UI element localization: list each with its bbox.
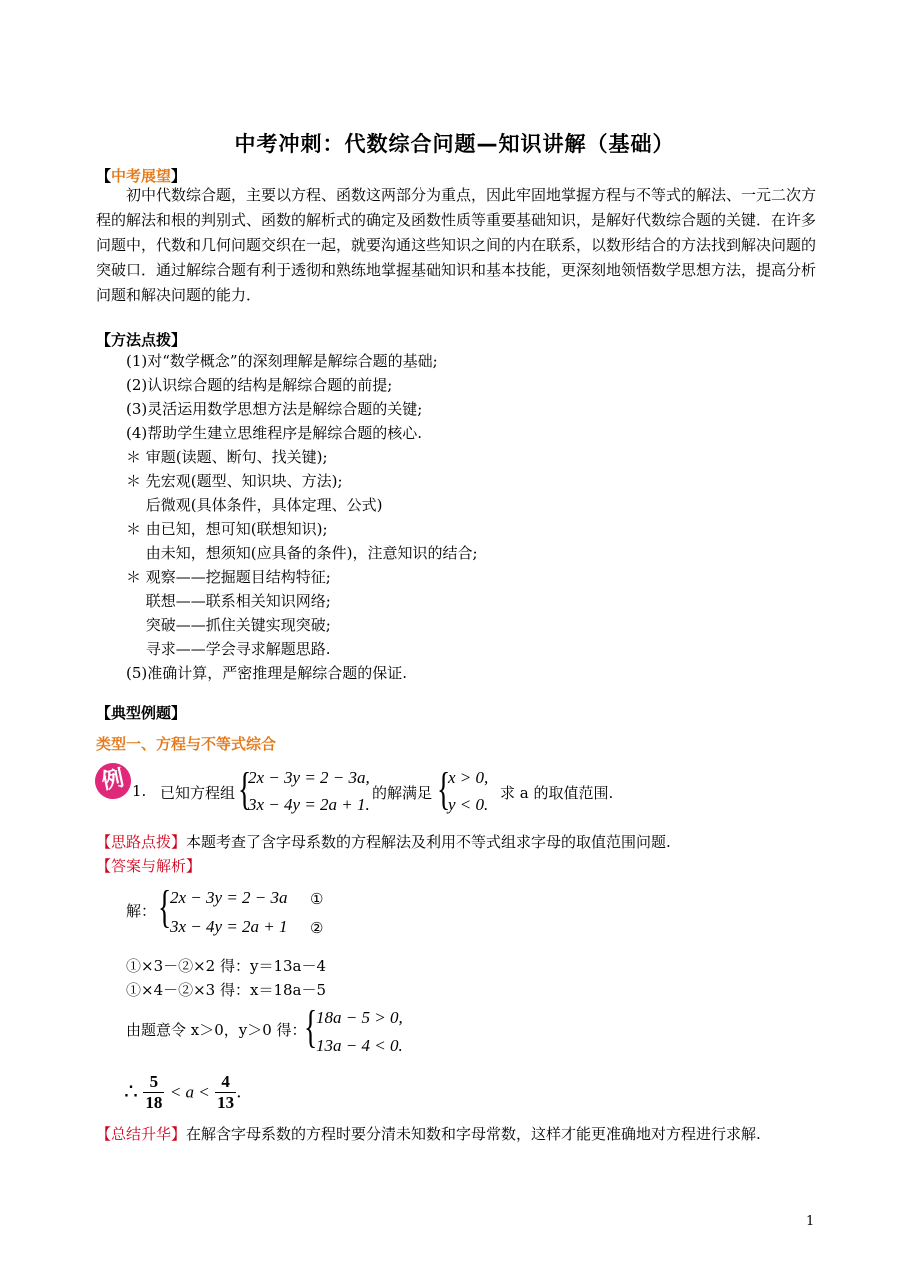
solve-prefix: 解： <box>126 902 157 920</box>
between-symbol: < a < <box>169 1082 210 1102</box>
summary-row <box>96 1123 761 1144</box>
method-line: (1)对“数学概念”的深刻理解是解综合题的基础; <box>126 352 438 370</box>
therefore-symbol: ∴ <box>124 1080 138 1105</box>
page-number: 1 <box>806 1214 815 1229</box>
example-condition-brace: { <box>437 763 451 814</box>
method-line: 由未知，想须知(应具备的条件)，注意知识的结合; <box>126 544 478 562</box>
example-middle: 的解满足 <box>372 784 433 802</box>
inequality-2: 13a − 4 < 0. <box>316 1036 403 1055</box>
example-cond2: y < 0. <box>448 795 489 814</box>
method-line: ＊ 先宏观(题型、知识块、方法); <box>126 472 343 490</box>
condition-prefix: 由题意令 x＞0，y＞0 得： <box>126 1021 307 1039</box>
method-line: ＊ 由已知，想可知(联想知识); <box>126 520 328 538</box>
fraction-upper <box>215 1072 236 1113</box>
example-system-brace: { <box>238 763 252 814</box>
type1-heading: 类型一、方程与不等式综合 <box>96 735 277 753</box>
fraction-upper-numerator: 4 <box>215 1072 236 1093</box>
summary-label: 【总结升华】 <box>96 1125 187 1143</box>
hint-text: 本题考查了含字母系数的方程解法及利用不等式组求字母的取值范围问题. <box>186 833 671 851</box>
outlook-label: 中考展望 <box>111 167 172 185</box>
outlook-paragraph <box>96 183 816 308</box>
method-line: (2)认识综合题的结构是解综合题的前提; <box>126 376 393 394</box>
methods-list <box>126 349 478 685</box>
inequality-1: 18a − 5 > 0, <box>316 1008 403 1027</box>
fraction-lower <box>143 1072 164 1113</box>
inequality-brace: { <box>304 1001 318 1052</box>
example-suffix: 求 a 的取值范围. <box>500 784 614 802</box>
solution-eq1: 2x − 3y = 2 − 3a <box>170 888 288 907</box>
method-line: (4)帮助学生建立思维程序是解综合题的核心. <box>126 424 423 442</box>
example-number: 1. <box>132 782 147 800</box>
method-line: 联想——联系相关知识网络; <box>126 592 331 610</box>
eq2-marker: ② <box>310 919 324 937</box>
fraction-upper-denominator: 13 <box>217 1093 235 1112</box>
outlook-bracket-close: 】 <box>171 167 187 185</box>
final-period: . <box>236 1082 242 1103</box>
fraction-lower-denominator: 18 <box>145 1093 163 1112</box>
example-prefix: 已知方程组 <box>160 784 236 802</box>
summary-text: 在解含字母系数的方程时要分清未知数和字母常数，这样才能更准确地对方程进行求解. <box>186 1125 761 1143</box>
example-eq2: 3x − 4y = 2a + 1. <box>248 795 370 814</box>
solution-system-brace: { <box>158 881 172 932</box>
example-badge: 例 <box>92 760 135 803</box>
method-line: (5)准确计算，严密推理是解综合题的保证. <box>126 664 408 682</box>
solution-eq2: 3x − 4y = 2a + 1 <box>170 917 288 936</box>
fraction-lower-numerator: 5 <box>143 1072 164 1093</box>
method-line: ＊ 观察——挖掘题目结构特征; <box>126 568 331 586</box>
final-result <box>124 1072 242 1113</box>
example-cond1: x > 0, <box>448 768 489 787</box>
example-eq1: 2x − 3y = 2 − 3a, <box>248 768 370 787</box>
method-line: 突破——抓住关键实现突破; <box>126 616 331 634</box>
method-line: (3)灵活运用数学思想方法是解综合题的关键; <box>126 400 423 418</box>
hint-label: 【思路点拨】 <box>96 833 187 851</box>
solution-step-1: ①×3－②×2 得：y＝13a－4 <box>126 957 327 975</box>
method-line: 寻求——学会寻求解题思路. <box>126 640 331 658</box>
eq1-marker: ① <box>310 890 324 908</box>
methods-heading: 【方法点拨】 <box>96 331 187 349</box>
solution-step-2: ①×4－②×3 得：x＝18a－5 <box>126 981 327 999</box>
method-line: 后微观(具体条件，具体定理、公式) <box>126 496 383 514</box>
outlook-text: 初中代数综合题，主要以方程、函数这两部分为重点，因此牢固地掌握方程与不等式的解法、一元二次方程的解法和根的判别式、函数的解析式的确定及函数性质等重要基础知识，是解好代数综合题的关键．在许多问题中，代数和几何问题交织在一起，就要沟通这些知识之间的内在联系，以数形结合的方法找到解决问题的突破口．通过解综合题有利于透彻和熟练地掌握基础知识和基本技能，更深刻地领悟数学思想方法，提高分析问题和解决问题的能力． <box>96 186 817 304</box>
page-title: 中考冲刺：代数综合问题—知识讲解（基础） <box>234 132 675 156</box>
examples-heading: 【典型例题】 <box>96 704 187 722</box>
hint-row <box>96 831 671 852</box>
answer-label: 【答案与解析】 <box>96 857 202 875</box>
outlook-bracket-open: 【 <box>96 167 112 185</box>
method-line: ＊ 审题(读题、断句、找关键); <box>126 448 328 466</box>
